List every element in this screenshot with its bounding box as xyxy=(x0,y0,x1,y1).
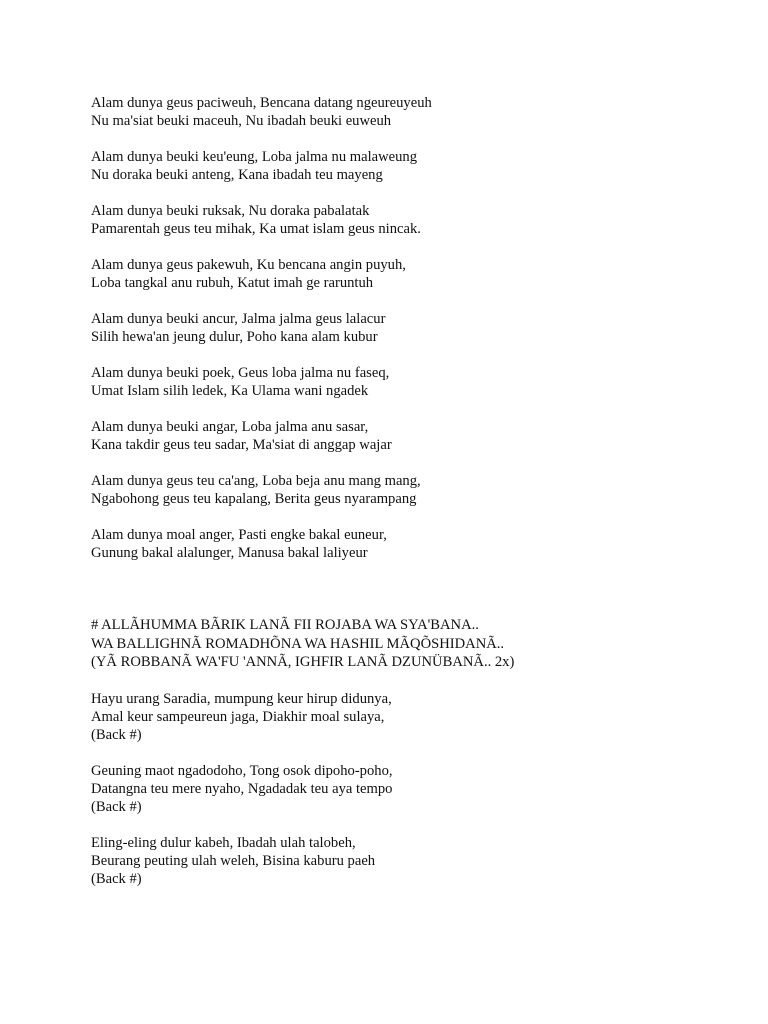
verse-9 xyxy=(91,526,731,562)
verse-line: Alam dunya beuki ruksak, Nu doraka pabalatak xyxy=(91,203,370,219)
refrain-line: Beurang peuting ulah weleh, Bisina kaburu paeh xyxy=(91,852,376,869)
verse-line: Alam dunya geus teu ca'ang, Loba beja anu mang mang, xyxy=(91,473,421,489)
verse-line: Gunung bakal alalunger, Manusa bakal laliyeur xyxy=(91,545,368,561)
verse-line: Nu ma'siat beuki maceuh, Nu ibadah beuki euweuh xyxy=(91,113,392,129)
verse-line: Ngabohong geus teu kapalang, Berita geus nyarampang xyxy=(91,491,417,507)
verse-line: Alam dunya moal anger, Pasti engke bakal euneur, xyxy=(91,527,387,543)
verse-line: Loba tangkal anu rubuh, Katut imah ge raruntuh xyxy=(91,275,374,291)
verse-line: Alam dunya geus pakewuh, Ku bencana angin puyuh, xyxy=(91,257,406,273)
chorus-line: # ALLÃHUMMA BÃRIK LANÃ FII ROJABA WA SYA'BANA.. xyxy=(91,617,479,633)
chorus-line: (YÃ ROBBANÃ WA'FU 'ANNÃ, IGHFIR LANÃ DZUNÜBANÃ.. 2x) xyxy=(91,654,515,670)
section-gap xyxy=(91,580,731,616)
verse-line: Alam dunya beuki ancur, Jalma jalma geus lalacur xyxy=(91,311,386,327)
verse-line: Silih hewa'an jeung dulur, Poho kana alam kubur xyxy=(91,329,378,345)
verse-4 xyxy=(91,256,731,292)
refrain-1 xyxy=(91,690,731,744)
refrain-line: Amal keur sampeureun jaga, Diakhir moal sulaya, xyxy=(91,708,385,725)
refrain-line: Datangna teu mere nyaho, Ngadadak teu aya tempo xyxy=(91,780,393,797)
refrain-line: (Back #) xyxy=(91,798,142,815)
lyrics-text xyxy=(91,94,731,906)
refrain-line: (Back #) xyxy=(91,726,142,743)
refrain-line: Eling-eling dulur kabeh, Ibadah ulah talobeh, xyxy=(91,834,356,851)
verse-line: Nu doraka beuki anteng, Kana ibadah teu mayeng xyxy=(91,167,383,183)
refrain-line: Geuning maot ngadodoho, Tong osok dipoho-poho, xyxy=(91,762,393,779)
verse-7 xyxy=(91,418,731,454)
refrain-line: (Back #) xyxy=(91,870,142,887)
verse-line: Alam dunya beuki keu'eung, Loba jalma nu malaweung xyxy=(91,149,418,165)
verse-8 xyxy=(91,472,731,508)
verse-line: Pamarentah geus teu mihak, Ka umat islam geus nincak. xyxy=(91,221,421,237)
verse-line: Kana takdir geus teu sadar, Ma'siat di anggap wajar xyxy=(91,437,392,453)
verse-line: Alam dunya beuki angar, Loba jalma anu sasar, xyxy=(91,419,369,435)
verse-5 xyxy=(91,310,731,346)
chorus-line: WA BALLIGHNÃ ROMADHÕNA WA HASHIL MÃQÕSHIDANÃ.. xyxy=(91,635,505,652)
verse-line: Umat Islam silih ledek, Ka Ulama wani ngadek xyxy=(91,383,369,399)
refrain-line: Hayu urang Saradia, mumpung keur hirup didunya, xyxy=(91,690,392,707)
verse-line: Alam dunya beuki poek, Geus loba jalma nu faseq, xyxy=(91,365,390,381)
refrain-2 xyxy=(91,762,731,816)
verse-2 xyxy=(91,148,731,184)
refrain-3 xyxy=(91,834,731,888)
chorus xyxy=(91,616,731,672)
verse-3 xyxy=(91,202,731,238)
verse-line: Alam dunya geus paciweuh, Bencana datang ngeureuyeuh xyxy=(91,95,432,111)
verse-6 xyxy=(91,364,731,400)
verse-1 xyxy=(91,94,731,130)
